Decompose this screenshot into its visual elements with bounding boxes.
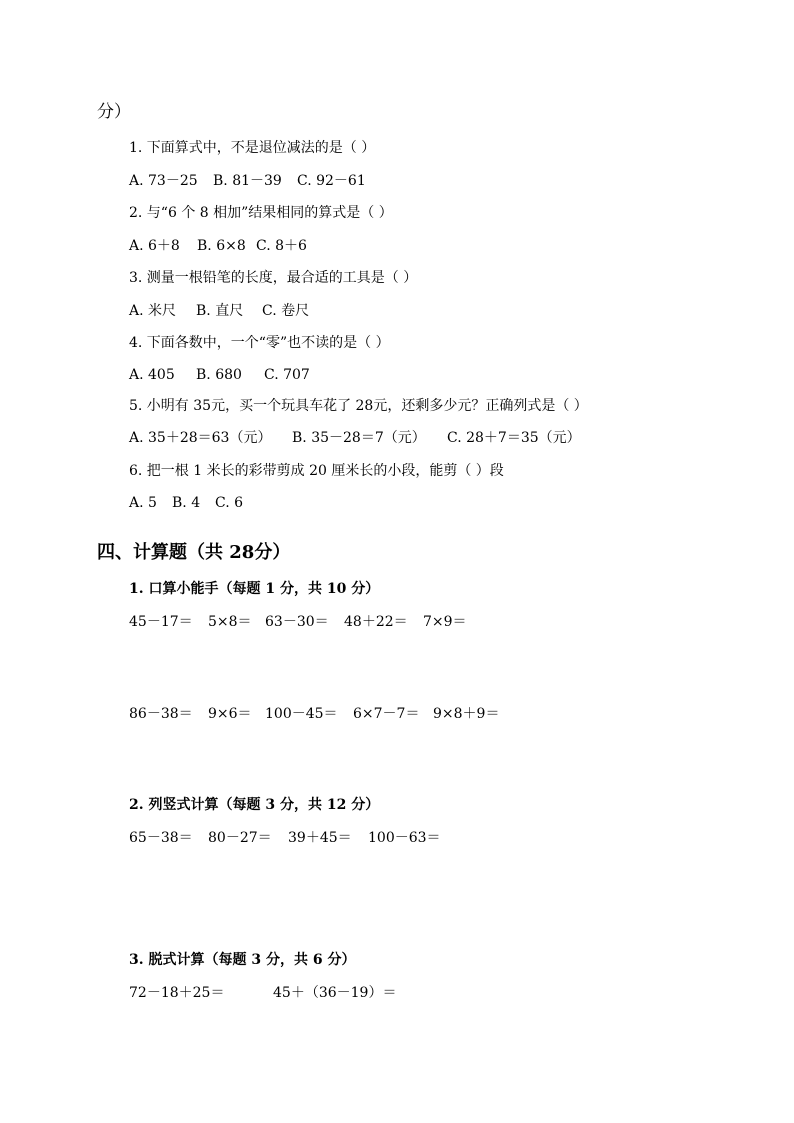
question-2-option-a: A. 6＋8: [129, 238, 180, 254]
question-4-option-c: C. 707: [264, 367, 310, 383]
question-4-option-b: B. 680: [196, 367, 242, 383]
question-1-option-c: C. 92－61: [297, 173, 366, 189]
question-6-stem: 6. 把一根 1 米长的彩带剪成 20 厘米长的小段，能剪（ ）段: [129, 463, 504, 479]
oral-calc-row-2: [129, 704, 499, 724]
oral-calc-item: 48＋22＝: [344, 614, 408, 630]
question-5-options: [129, 428, 581, 448]
question-6-option-c: C. 6: [215, 495, 244, 511]
question-3-option-c: C. 卷尺: [262, 303, 310, 319]
oral-calc-row-1: [129, 612, 467, 632]
question-2-option-c: C. 8＋6: [256, 238, 307, 254]
question-4-option-a: A. 405: [129, 367, 175, 383]
oral-calc-item: 63－30＝: [265, 614, 329, 630]
vertical-calc-item: 100－63＝: [368, 830, 441, 846]
question-3-option-b: B. 直尺: [196, 303, 244, 319]
vertical-calc-item: 80－27＝: [208, 830, 272, 846]
oral-calc-item: 7×9＝: [423, 614, 467, 630]
part-2-title: 2. 列竖式计算（每题 3 分，共 12 分）: [129, 797, 380, 813]
question-4-stem: 4. 下面各数中，一个“零”也不读的是（ ）: [129, 335, 390, 351]
question-3-option-a: A. 米尺: [129, 303, 177, 319]
question-5-option-a: A. 35＋28＝63（元）: [129, 430, 272, 446]
question-6-option-b: B. 4: [172, 495, 201, 511]
section-4-title: 四、计算题（共 28分）: [97, 542, 291, 563]
oral-calc-item: 9×6＝: [208, 706, 252, 722]
question-3-options: [129, 301, 309, 321]
continued-score-text: 分）: [97, 102, 131, 122]
question-3-stem: 3. 测量一根铅笔的长度，最合适的工具是（ ）: [129, 270, 418, 286]
oral-calc-item: 5×8＝: [208, 614, 252, 630]
part-3-title: 3. 脱式计算（每题 3 分，共 6 分）: [129, 952, 356, 968]
question-6-options: [129, 493, 243, 513]
question-2-stem: 2. 与“6 个 8 相加”结果相同的算式是（ ）: [129, 205, 393, 221]
vertical-calc-item: 39＋45＝: [288, 830, 352, 846]
oral-calc-item: 9×8＋9＝: [433, 706, 500, 722]
question-1-stem: 1. 下面算式中，不是退位减法的是（ ）: [129, 140, 376, 156]
question-1-options: [129, 171, 366, 191]
question-6-option-a: A. 5: [129, 495, 157, 511]
question-2-option-b: B. 6×8: [197, 238, 246, 254]
oral-calc-item: 100－45＝: [265, 706, 338, 722]
question-5-option-c: C. 28＋7＝35（元）: [447, 430, 581, 446]
question-5-option-b: B. 35－28＝7（元）: [292, 430, 426, 446]
oral-calc-item: 6×7－7＝: [353, 706, 420, 722]
part-1-title: 1. 口算小能手（每题 1 分，共 10 分）: [129, 581, 380, 597]
question-2-options: [129, 236, 307, 256]
question-1-option-a: A. 73－25: [129, 173, 198, 189]
oral-calc-item: 86－38＝: [129, 706, 193, 722]
vertical-calc-row: [129, 828, 441, 848]
question-5-stem: 5. 小明有 35元，买一个玩具车花了 28元，还剩多少元？正确列式是（ ）: [129, 398, 588, 414]
vertical-calc-item: 65－38＝: [129, 830, 193, 846]
step-calc-row: [129, 983, 396, 1003]
step-calc-item: 72－18＋25＝: [129, 985, 225, 1001]
step-calc-item: 45＋（36－19）＝: [273, 985, 397, 1001]
oral-calc-item: 45－17＝: [129, 614, 193, 630]
question-1-option-b: B. 81－39: [213, 173, 282, 189]
question-4-options: [129, 365, 310, 385]
